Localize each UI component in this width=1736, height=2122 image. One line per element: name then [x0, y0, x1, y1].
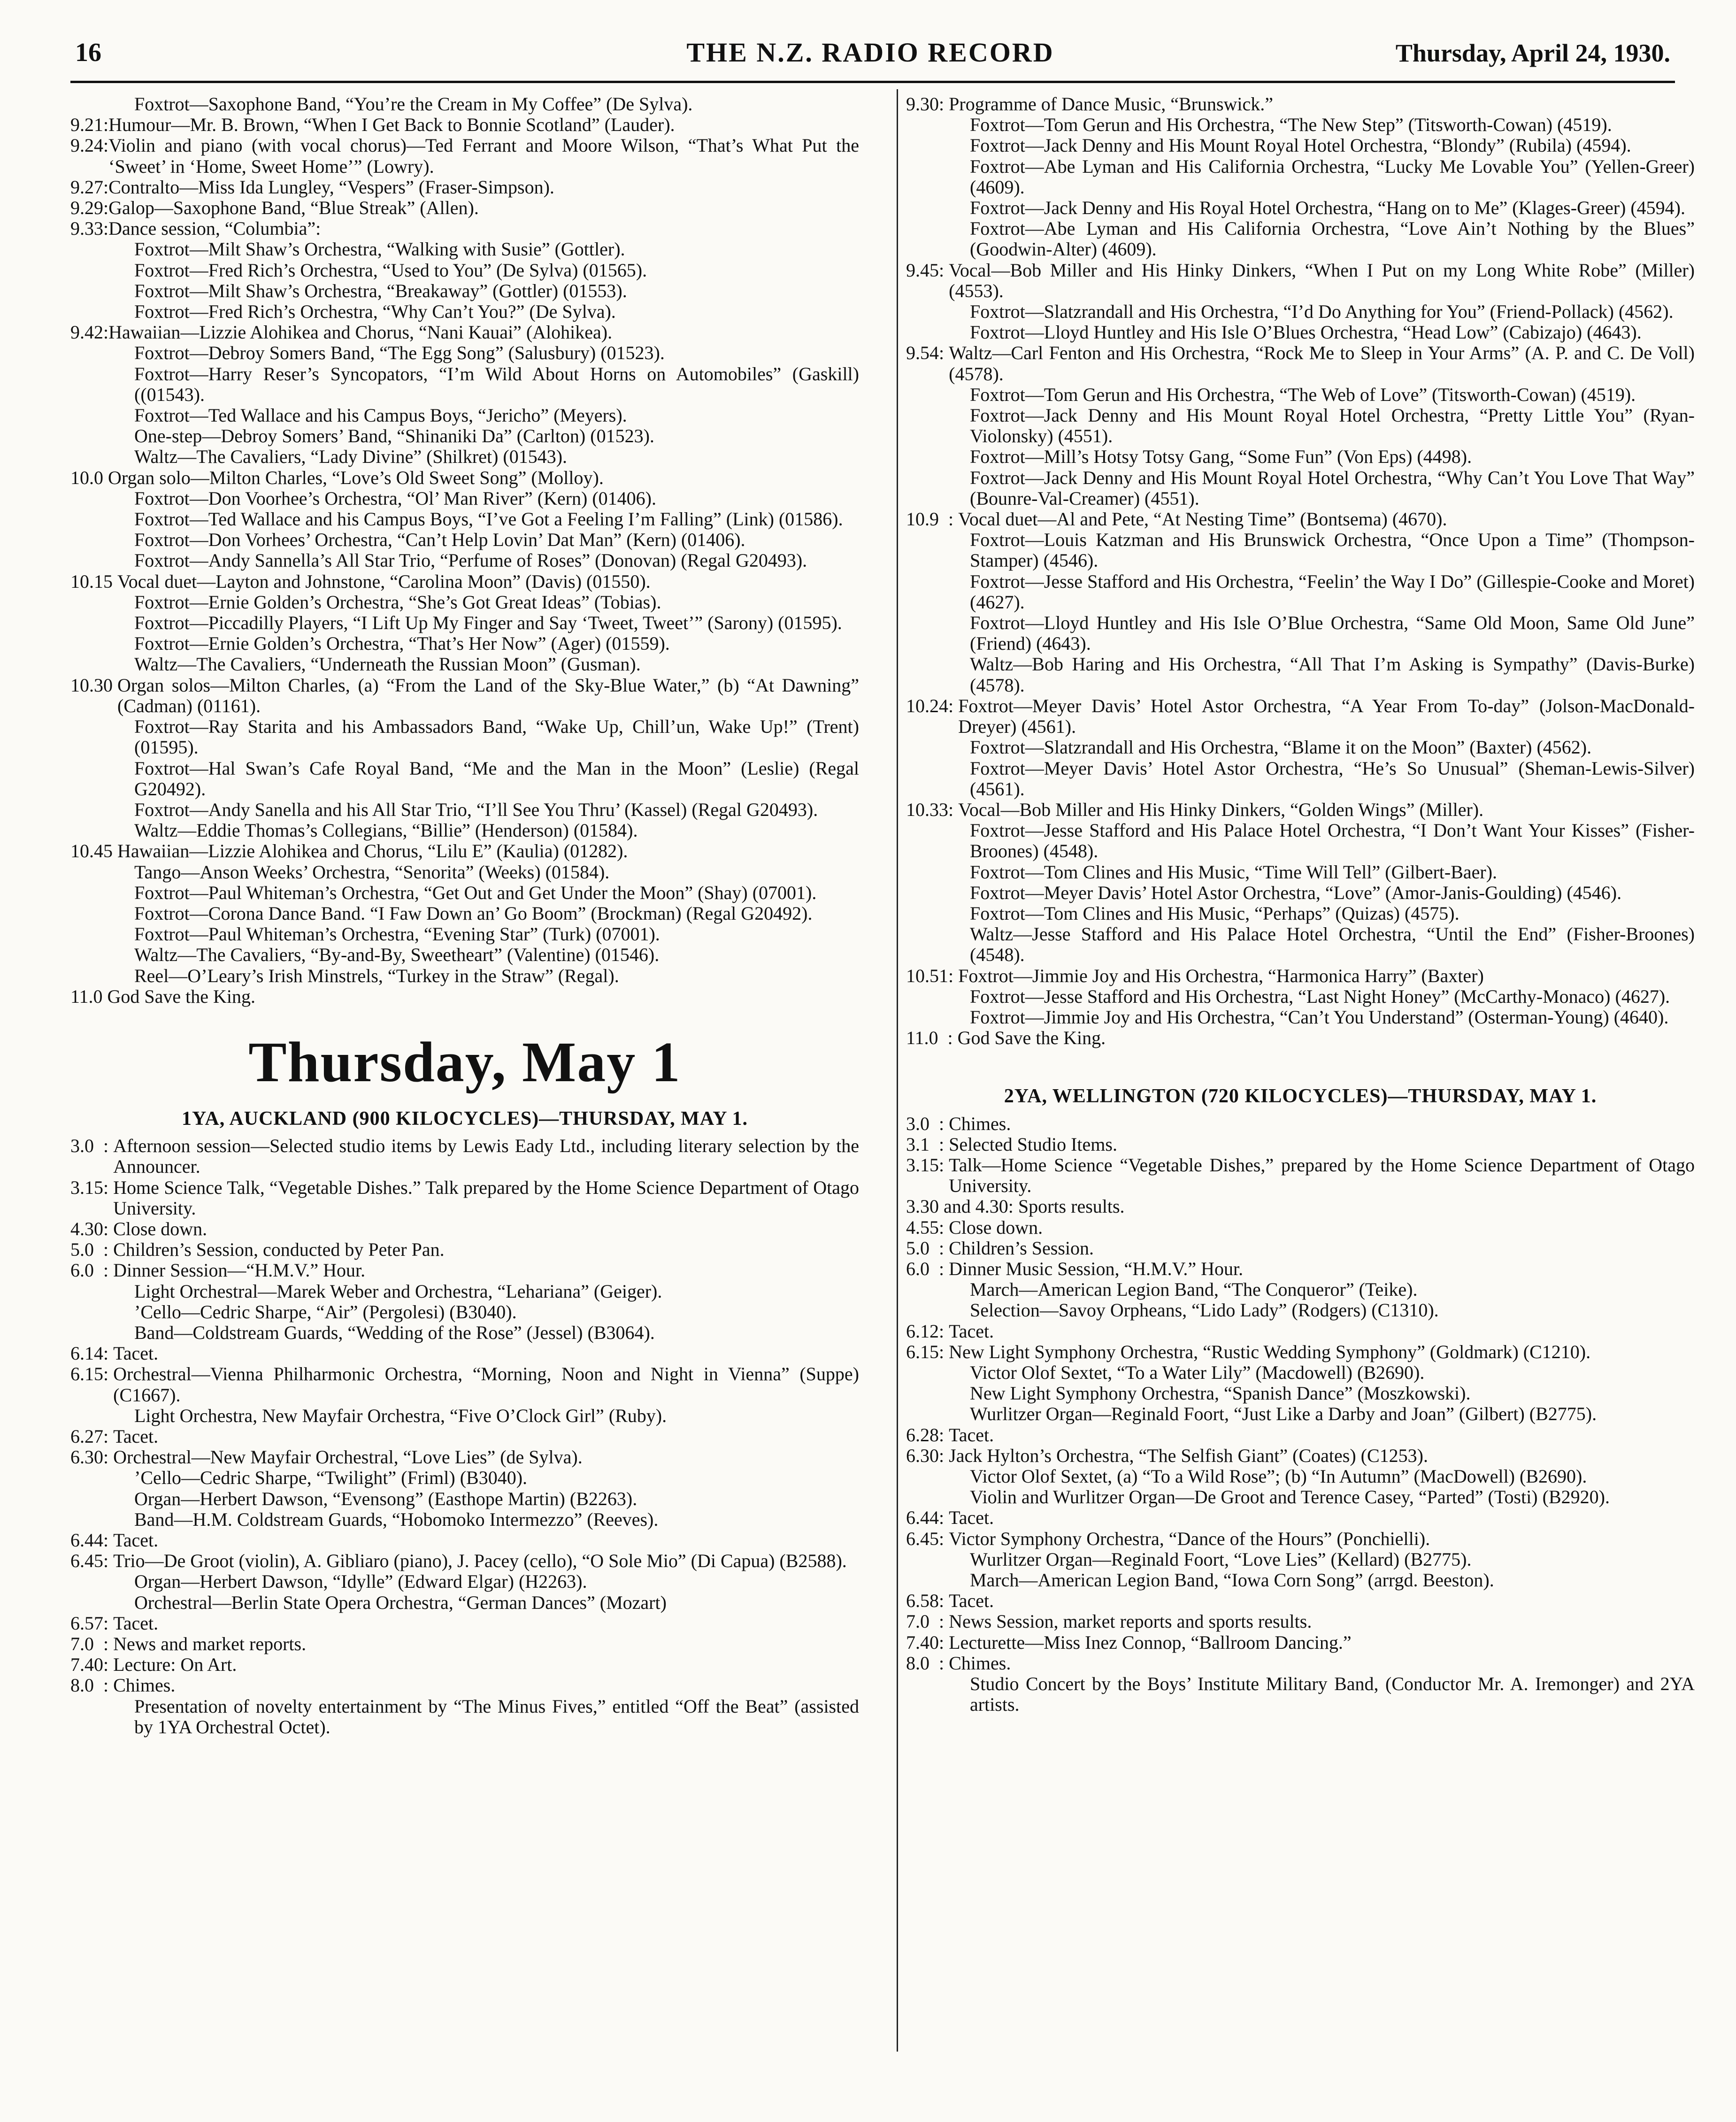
programme-text: Afternoon session—Selected studio items by Lewis Eady Ltd., including literary selection by the Announcer. — [113, 1135, 859, 1177]
programme-text: Home Science Talk, “Vegetable Dishes.” Talk prepared by the Home Science Department of Otago University. — [113, 1176, 859, 1219]
programme-item — [70, 1260, 859, 1281]
programme-subitem: Foxtrot—Jack Denny and His Mount Royal Hotel Orchestra, “Blondy” (Rubila) (4594). — [970, 135, 1631, 156]
programme-subitem: Foxtrot—Jesse Stafford and His Palace Hotel Orchestra, “I Don’t Want Your Kisses” (Fisher-Broones) (4548). — [970, 820, 1695, 862]
time-label: 6.12: — [906, 1320, 949, 1342]
programme-subitem: Foxtrot—Jesse Stafford and His Orchestra, “Last Night Honey” (McCarthy-Monaco) (4627). — [970, 985, 1670, 1007]
time-label: 9.54: — [906, 342, 949, 364]
programme-subitem: Foxtrot—Jimmie Joy and His Orchestra, “Can’t You Understand” (Osterman-Young) (4640). — [970, 1006, 1669, 1028]
programme-item — [70, 198, 859, 218]
programme-text: Hawaiian—Lizzie Alohikea and Chorus, “Nani Kauai” (Alohikea). — [108, 322, 613, 343]
time-label: 9.30: — [906, 93, 949, 115]
programme-subitem: Studio Concert by the Boys’ Institute Military Band, (Conductor Mr. A. Iremonger) and 2YA artists. — [970, 1673, 1695, 1715]
programme-text: Waltz—Carl Fenton and His Orchestra, “Rock Me to Sleep in Your Arms” (A. P. and C. De Voll) (4578). — [949, 342, 1695, 384]
programme-subitem: Light Orchestral—Marek Weber and Orchestra, “Lehariana” (Geiger). — [134, 1280, 662, 1302]
programme-subitem: Foxtrot—Tom Gerun and His Orchestra, “The New Step” (Titsworth-Cowan) (4519). — [970, 114, 1612, 136]
programme-item — [906, 1028, 1695, 1048]
programme-item — [906, 1259, 1695, 1279]
programme-subitem: Presentation of novelty entertainment by “The Minus Fives,” entitled “Off the Beat” (assisted by 1YA Orchestral Octet). — [134, 1695, 859, 1738]
programme-item — [906, 1445, 1695, 1466]
programme-subitem: Foxtrot—Don Voorhee’s Orchestra, “Ol’ Man River” (Kern) (01406). — [134, 487, 656, 509]
programme-text: Organ solo—Milton Charles, “Love’s Old Sweet Song” (Molloy). — [108, 467, 604, 488]
programme-text: Tacet. — [113, 1425, 159, 1447]
programme-text: Foxtrot—Jimmie Joy and His Orchestra, “Harmonica Harry” (Baxter) — [958, 965, 1484, 986]
programme-subitem: Wurlitzer Organ—Reginald Foort, “Just Like a Darby and Joan” (Gilbert) (B2775). — [970, 1403, 1597, 1425]
programme-item — [70, 841, 859, 861]
programme-text: Vocal duet—Al and Pete, “At Nesting Time” (Bontsema) (4670). — [958, 508, 1447, 530]
time-label: 3.1 : — [906, 1133, 949, 1155]
programme-subitem: Victor Olof Sextet, (a) “To a Wild Rose”; (b) “In Autumn” (MacDowell) (B2690). — [970, 1466, 1587, 1487]
programme-item — [906, 1155, 1695, 1196]
programme-item — [70, 1675, 859, 1696]
programme-item — [70, 177, 859, 198]
time-label: 9.33: — [70, 218, 109, 239]
programme-text: God Save the King. — [957, 1027, 1106, 1049]
programme-item — [906, 343, 1695, 384]
time-label: 9.29: — [70, 197, 109, 219]
programme-subitem: Foxtrot—Slatzrandall and His Orchestra, “I’d Do Anything for You” (Friend-Pollack) (4562). — [970, 301, 1674, 323]
programme-item — [70, 1177, 859, 1219]
programme-text: Children’s Session, conducted by Peter Pan. — [113, 1239, 445, 1261]
time-label: 3.0 : — [70, 1135, 114, 1157]
time-label: 7.0 : — [70, 1633, 114, 1655]
programme-text: Chimes. — [949, 1652, 1011, 1674]
time-label: 4.30: — [70, 1218, 114, 1239]
time-label: 3.15: — [906, 1154, 949, 1176]
programme-subitem: Foxtrot—Abe Lyman and His California Orchestra, “Lucky Me Lovable You” (Yellen-Greer) (4609). — [970, 155, 1695, 198]
programme-text: News and market reports. — [113, 1633, 307, 1655]
programme-item — [906, 1134, 1695, 1155]
programme-item — [906, 1507, 1695, 1528]
programme-subitem: Foxtrot—Corona Dance Band. “I Faw Down an’ Go Boom” (Brockman) (Regal G20492). — [134, 902, 813, 924]
programme-item — [906, 260, 1695, 301]
programme-subitem: Tango—Anson Weeks’ Orchestra, “Senorita” (Weeks) (01584). — [134, 861, 610, 883]
time-label: 6.0 : — [906, 1258, 949, 1279]
programme-text: Violin and piano (with vocal chorus)—Ted Ferrant and Moore Wilson, “That’s What Put the ‘Sweet’ in ‘Home, Sweet Home’” (Lowry). — [108, 135, 859, 177]
time-label: 10.0 — [70, 467, 108, 488]
programme-subitem: Foxtrot—Fred Rich’s Orchestra, “Used to You” (De Sylva) (01565). — [134, 259, 647, 281]
programme-text: Tacet. — [949, 1424, 994, 1445]
time-label: 6.45: — [70, 1550, 114, 1572]
programme-subitem: Foxtrot—Debroy Somers Band, “The Egg Song” (Salusbury) (01523). — [134, 342, 665, 364]
time-label: 6.30: — [906, 1445, 949, 1466]
station-heading: 2YA, WELLINGTON (720 KILOCYCLES)—THURSDAY, MAY 1. — [1004, 1085, 1597, 1107]
programme-subitem: Foxtrot—Mill’s Hotsy Totsy Gang, “Some Fun” (Von Eps) (4498). — [970, 446, 1472, 468]
programme-subitem: Foxtrot—Lloyd Huntley and His Isle O’Blues Orchestra, “Head Low” (Cabizajo) (4643). — [970, 322, 1642, 343]
programme-item — [70, 1343, 859, 1364]
programme-subitem: Foxtrot—Jack Denny and His Mount Royal Hotel Orchestra, “Why Can’t You Love That Way” (Bounre-Val-Creamer) (4551). — [970, 467, 1695, 509]
time-label: 6.15: — [906, 1341, 949, 1362]
issue-date: Thursday, April 24, 1930. — [1395, 39, 1670, 67]
programme-subitem: Foxtrot—Jesse Stafford and His Orchestra, “Feelin’ the Way I Do” (Gillespie-Cooke and Moret) (4627). — [970, 570, 1695, 613]
programme-item — [70, 1634, 859, 1654]
programme-item — [70, 986, 859, 1007]
programme-text: Chimes. — [949, 1113, 1011, 1134]
programme-text: God Save the King. — [107, 985, 256, 1007]
programme-subitem: Foxtrot—Ray Starita and his Ambassadors Band, “Wake Up, Chill’un, Wake Up!” (Trent) (01595). — [134, 716, 859, 758]
programme-subitem: Foxtrot—Jack Denny and His Royal Hotel Orchestra, “Hang on to Me” (Klages-Greer) (4594). — [970, 197, 1686, 219]
programme-item — [906, 966, 1695, 986]
programme-text: Dinner Session—“H.M.V.” Hour. — [113, 1260, 366, 1281]
programme-item — [70, 1426, 859, 1447]
programme-text: Talk—Home Science “Vegetable Dishes,” prepared by the Home Science Department of Otago University. — [949, 1154, 1695, 1197]
programme-item — [70, 675, 859, 716]
programme-subitem: Foxtrot—Hal Swan’s Cafe Royal Band, “Me and the Man in the Moon” (Leslie) (Regal G20492). — [134, 757, 859, 800]
time-label: 10.30 — [70, 674, 117, 696]
programme-text: Tacet. — [949, 1507, 994, 1529]
programme-item — [70, 1654, 859, 1675]
time-label: 7.40: — [70, 1654, 114, 1676]
programme-subitem: One-step—Debroy Somers’ Band, “Shinaniki Da” (Carlton) (01523). — [134, 425, 654, 447]
programme-subitem: Reel—O’Leary’s Irish Minstrels, “Turkey in the Straw” (Regal). — [134, 965, 619, 986]
time-label: 6.44: — [70, 1530, 114, 1551]
programme-subitem: Organ—Herbert Dawson, “Idylle” (Edward Elgar) (H2263). — [134, 1571, 587, 1592]
time-label: 10.51: — [906, 965, 959, 986]
time-label: 9.27: — [70, 176, 109, 198]
programme-item — [70, 1219, 859, 1239]
programme-text: Vocal duet—Layton and Johnstone, “Carolina Moon” (Davis) (01550). — [117, 570, 651, 592]
programme-subitem: Foxtrot—Ernie Golden’s Orchestra, “That’s Her Now” (Ager) (01559). — [134, 633, 670, 654]
programme-subitem: Victor Olof Sextet, “To a Water Lily” (Macdowell) (B2690). — [970, 1361, 1425, 1383]
programme-subitem: Light Orchestra, New Mayfair Orchestra, “Five O’Clock Girl” (Ruby). — [134, 1405, 667, 1426]
column-divider — [897, 89, 898, 2052]
programme-text: Tacet. — [113, 1530, 159, 1551]
programme-text: Programme of Dance Music, “Brunswick.” — [949, 93, 1274, 115]
programme-item — [906, 509, 1695, 530]
page-number: 16 — [75, 38, 101, 67]
time-label: 10.24: — [906, 695, 959, 716]
time-label: 6.57: — [70, 1612, 114, 1634]
time-label: 6.58: — [906, 1590, 949, 1612]
time-label: 11.0 : — [906, 1027, 958, 1049]
programme-subitem: Waltz—Eddie Thomas’s Collegians, “Billie” (Henderson) (01584). — [134, 820, 638, 841]
programme-item — [906, 1114, 1695, 1134]
time-label: 9.24: — [70, 135, 109, 156]
programme-text: Galop—Saxophone Band, “Blue Streak” (Allen). — [108, 197, 479, 219]
programme-item — [70, 1239, 859, 1260]
programme-text: Organ solos—Milton Charles, (a) “From the Land of the Sky-Blue Water,” (b) “At Dawning” (Cadman) (01161). — [117, 674, 859, 716]
programme-item — [70, 1551, 859, 1571]
time-label: 10.45 — [70, 840, 117, 862]
programme-item — [906, 696, 1695, 737]
programme-subitem: ’Cello—Cedric Sharpe, “Air” (Pergolesi) (B3040). — [134, 1301, 517, 1322]
time-label: 7.40: — [906, 1631, 949, 1653]
programme-item — [906, 1321, 1695, 1342]
programme-text: Foxtrot—Meyer Davis’ Hotel Astor Orchestra, “A Year From To-day” (Jolson-MacDonald-Dreyer) (4561). — [958, 695, 1695, 738]
header-rule — [70, 81, 1675, 83]
programme-text: Close down. — [949, 1216, 1043, 1238]
programme-subitem: New Light Symphony Orchestra, “Spanish Dance” (Moszkowski). — [970, 1383, 1471, 1404]
day-heading: Thursday, May 1 — [248, 1030, 681, 1094]
programme-item — [70, 1364, 859, 1405]
programme-subitem: Foxtrot—Ted Wallace and his Campus Boys, “I’ve Got a Feeling I’m Falling” (Link) (01586). — [134, 508, 843, 530]
time-label: 11.0 — [70, 985, 108, 1007]
programme-subitem: ’Cello—Cedric Sharpe, “Twilight” (Friml) (B3040). — [134, 1467, 528, 1489]
time-label: 7.0 : — [906, 1611, 949, 1632]
programme-subitem: Wurlitzer Organ—Reginald Foort, “Love Lies” (Kellard) (B2775). — [970, 1548, 1472, 1570]
publication-title: THE N.Z. RADIO RECORD — [686, 37, 1054, 68]
programme-subitem: Violin and Wurlitzer Organ—De Groot and Terence Casey, “Parted” (Tosti) (B2920). — [970, 1486, 1610, 1508]
time-label: 5.0 : — [70, 1239, 114, 1261]
time-label: 10.33: — [906, 799, 959, 820]
programme-text: Dance session, “Columbia”: — [108, 218, 321, 239]
masthead — [70, 37, 1670, 74]
programme-text: Selected Studio Items. — [949, 1133, 1117, 1155]
programme-subitem: Foxtrot—Jack Denny and His Mount Royal Hotel Orchestra, “Pretty Little You” (Ryan-Violonsky) (4551). — [970, 405, 1695, 447]
programme-item — [906, 1653, 1695, 1674]
programme-subitem: Foxtrot—Piccadilly Players, “I Lift Up My Finger and Say ‘Tweet, Tweet’” (Sarony) (01595). — [134, 612, 842, 634]
programme-item — [70, 1447, 859, 1468]
time-label: 9.21: — [70, 114, 109, 136]
programme-text: New Light Symphony Orchestra, “Rustic Wedding Symphony” (Goldmark) (C1210). — [949, 1341, 1591, 1362]
time-label: 6.45: — [906, 1528, 949, 1549]
programme-item — [906, 1196, 1695, 1217]
programme-item — [70, 115, 859, 135]
time-label: 6.30: — [70, 1446, 114, 1468]
time-label: 10.15 — [70, 570, 117, 592]
programme-subitem: Foxtrot—Slatzrandall and His Orchestra, “Blame it on the Moon” (Baxter) (4562). — [970, 737, 1592, 758]
programme-text: Tacet. — [949, 1590, 994, 1612]
programme-text: Close down. — [113, 1218, 207, 1239]
programme-item — [906, 1238, 1695, 1259]
time-label: 6.15: — [70, 1363, 114, 1385]
right-column — [906, 94, 1695, 1715]
programme-text: Dinner Music Session, “H.M.V.” Hour. — [949, 1258, 1244, 1279]
programme-subitem: Foxtrot—Tom Clines and His Music, “Time Will Tell” (Gilbert-Baer). — [970, 861, 1498, 883]
programme-text: Jack Hylton’s Orchestra, “The Selfish Giant” (Coates) (C1253). — [949, 1445, 1428, 1466]
programme-item — [906, 1591, 1695, 1611]
programme-subitem: Foxtrot—Saxophone Band, “You’re the Cream in My Coffee” (De Sylva). — [134, 93, 693, 115]
section-gap — [906, 1048, 1695, 1076]
programme-subitem: Waltz—The Cavaliers, “By-and-By, Sweetheart” (Valentine) (01546). — [134, 944, 660, 966]
programme-subitem: March—American Legion Band, “The Conqueror” (Teike). — [970, 1279, 1418, 1300]
time-label: 4.55: — [906, 1216, 949, 1238]
time-label: 9.42: — [70, 322, 109, 343]
programme-text: Victor Symphony Orchestra, “Dance of the Hours” (Ponchielli). — [949, 1528, 1430, 1549]
programme-subitem: Foxtrot—Meyer Davis’ Hotel Astor Orchestra, “Love” (Amor-Janis-Goulding) (4546). — [970, 882, 1622, 903]
programme-item — [70, 135, 859, 177]
programme-text: Tacet. — [113, 1612, 159, 1634]
programme-item — [906, 1529, 1695, 1549]
programme-subitem: Foxtrot—Lloyd Huntley and His Isle O’Blue Orchestra, “Same Old Moon, Same Old June” (Friend) (4643). — [970, 612, 1695, 654]
programme-subitem: Foxtrot—Tom Gerun and His Orchestra, “The Web of Love” (Titsworth-Cowan) (4519). — [970, 384, 1636, 405]
programme-subitem: Foxtrot—Paul Whiteman’s Orchestra, “Evening Star” (Turk) (07001). — [134, 923, 660, 945]
programme-subitem: Foxtrot—Louis Katzman and His Brunswick Orchestra, “Once Upon a Time” (Thompson-Stamper) (4546). — [970, 529, 1695, 571]
programme-item — [906, 1632, 1695, 1653]
programme-subitem: Foxtrot—Ernie Golden’s Orchestra, “She’s Got Great Ideas” (Tobias). — [134, 591, 661, 613]
programme-subitem: Band—Coldstream Guards, “Wedding of the Rose” (Jessel) (B3064). — [134, 1322, 655, 1343]
time-label: 5.0 : — [906, 1237, 949, 1259]
programme-text: Lecture: On Art. — [113, 1654, 237, 1676]
programme-item — [70, 468, 859, 488]
time-label: 6.14: — [70, 1343, 114, 1364]
programme-item — [906, 1342, 1695, 1362]
time-label: 6.0 : — [70, 1260, 114, 1281]
programme-subitem: Foxtrot—Ted Wallace and his Campus Boys, “Jericho” (Meyers). — [134, 405, 627, 426]
programme-text: Children’s Session. — [949, 1237, 1094, 1259]
time-label: 8.0 : — [906, 1652, 949, 1674]
programme-subitem: Foxtrot—Fred Rich’s Orchestra, “Why Can’t You?” (De Sylva). — [134, 301, 616, 323]
programme-item — [906, 94, 1695, 115]
time-label: 6.27: — [70, 1425, 114, 1447]
programme-text: Tacet. — [113, 1343, 159, 1364]
time-label: 9.45: — [906, 259, 949, 281]
time-label: 3.30 and 4.30: — [906, 1196, 1018, 1217]
programme-subitem: Waltz—Bob Haring and His Orchestra, “All That I’m Asking is Sympathy” (Davis-Burke) (4578). — [970, 654, 1695, 696]
programme-subitem: Foxtrot—Tom Clines and His Music, “Perhaps” (Quizas) (4575). — [970, 902, 1459, 924]
time-label: 6.28: — [906, 1424, 949, 1445]
programme-text: Humour—Mr. B. Brown, “When I Get Back to Bonnie Scotland” (Lauder). — [108, 114, 675, 136]
programme-subitem: Band—H.M. Coldstream Guards, “Hobomoko Intermezzo” (Reeves). — [134, 1508, 659, 1530]
programme-subitem: Foxtrot—Meyer Davis’ Hotel Astor Orchestra, “He’s So Unusual” (Sheman-Lewis-Silver) (4561). — [970, 757, 1695, 800]
programme-text: Lecturette—Miss Inez Connop, “Ballroom Dancing.” — [949, 1631, 1352, 1653]
programme-subitem: Waltz—The Cavaliers, “Lady Divine” (Shilkret) (01543). — [134, 446, 568, 468]
programme-item — [70, 322, 859, 343]
programme-text: Contralto—Miss Ida Lungley, “Vespers” (Fraser-Simpson). — [108, 176, 554, 198]
programme-subitem: Foxtrot—Harry Reser’s Syncopators, “I’m Wild About Horns on Automobiles” (Gaskill) ((01543). — [134, 363, 859, 405]
time-label: 3.0 : — [906, 1113, 949, 1134]
programme-subitem: Foxtrot—Don Vorhees’ Orchestra, “Can’t Help Lovin’ Dat Man” (Kern) (01406). — [134, 529, 745, 551]
programme-subitem: Foxtrot—Milt Shaw’s Orchestra, “Breakaway” (Gottler) (01553). — [134, 280, 627, 301]
programme-subitem: Foxtrot—Andy Sanella and his All Star Trio, “I’ll See You Thru’ (Kassel) (Regal G20493). — [134, 799, 818, 820]
programme-subitem: Waltz—Jesse Stafford and His Palace Hotel Orchestra, “Until the End” (Fisher-Broones) (4548). — [970, 923, 1695, 966]
time-label: 3.15: — [70, 1176, 114, 1198]
programme-text: Chimes. — [113, 1675, 176, 1696]
time-label: 10.9 : — [906, 508, 959, 530]
programme-subitem: Orchestral—Berlin State Opera Orchestra, “German Dances” (Mozart) — [134, 1592, 667, 1613]
programme-subitem: March—American Legion Band, “Iowa Corn Song” (arrgd. Beeston). — [970, 1569, 1494, 1591]
programme-item — [70, 1136, 859, 1177]
programme-subitem: Foxtrot—Andy Sannella’s All Star Trio, “Perfume of Roses” (Donovan) (Regal G20493). — [134, 550, 807, 571]
programme-item — [906, 1611, 1695, 1632]
programme-item — [70, 571, 859, 592]
programme-text: Orchestral—Vienna Philharmonic Orchestra, “Morning, Noon and Night in Vienna” (Suppe) (C1667). — [113, 1363, 859, 1406]
programme-item — [70, 1613, 859, 1634]
programme-text: Vocal—Bob Miller and His Hinky Dinkers, “When I Put on my Long White Robe” (Miller) (4553). — [949, 259, 1695, 301]
programme-item — [70, 218, 859, 239]
left-column — [70, 94, 859, 1738]
time-label: 6.44: — [906, 1507, 949, 1529]
programme-subitem: Selection—Savoy Orpheans, “Lido Lady” (Rodgers) (C1310). — [970, 1299, 1439, 1321]
programme-item — [906, 800, 1695, 820]
programme-text: News Session, market reports and sports results. — [949, 1611, 1312, 1632]
programme-item — [906, 1217, 1695, 1238]
programme-text: Hawaiian—Lizzie Alohikea and Chorus, “Lilu E” (Kaulia) (01282). — [117, 840, 628, 862]
programme-subitem: Waltz—The Cavaliers, “Underneath the Russian Moon” (Gusman). — [134, 654, 641, 675]
programme-item — [906, 1425, 1695, 1445]
time-label: 8.0 : — [70, 1675, 114, 1696]
programme-text: Tacet. — [949, 1320, 994, 1342]
programme-text: Vocal—Bob Miller and His Hinky Dinkers, “Golden Wings” (Miller). — [958, 799, 1484, 820]
programme-subitem: Foxtrot—Milt Shaw’s Orchestra, “Walking with Susie” (Gottler). — [134, 238, 625, 260]
programme-text: Sports results. — [1018, 1196, 1125, 1217]
programme-subitem: Foxtrot—Abe Lyman and His California Orchestra, “Love Ain’t Nothing by the Blues” (Goodwin-Alter) (4609). — [970, 218, 1695, 260]
station-heading: 1YA, AUCKLAND (900 KILOCYCLES)—THURSDAY, MAY 1. — [181, 1107, 748, 1130]
programme-subitem: Organ—Herbert Dawson, “Evensong” (Easthope Martin) (B2263). — [134, 1488, 638, 1509]
programme-item — [70, 1530, 859, 1551]
programme-subitem: Foxtrot—Paul Whiteman’s Orchestra, “Get Out and Get Under the Moon” (Shay) (07001). — [134, 882, 817, 903]
programme-text: Trio—De Groot (violin), A. Gibliaro (piano), J. Pacey (cello), “O Sole Mio” (Di Capua) (B2588). — [113, 1550, 847, 1572]
programme-text: Orchestral—New Mayfair Orchestral, “Love Lies” (de Sylva). — [113, 1446, 583, 1468]
